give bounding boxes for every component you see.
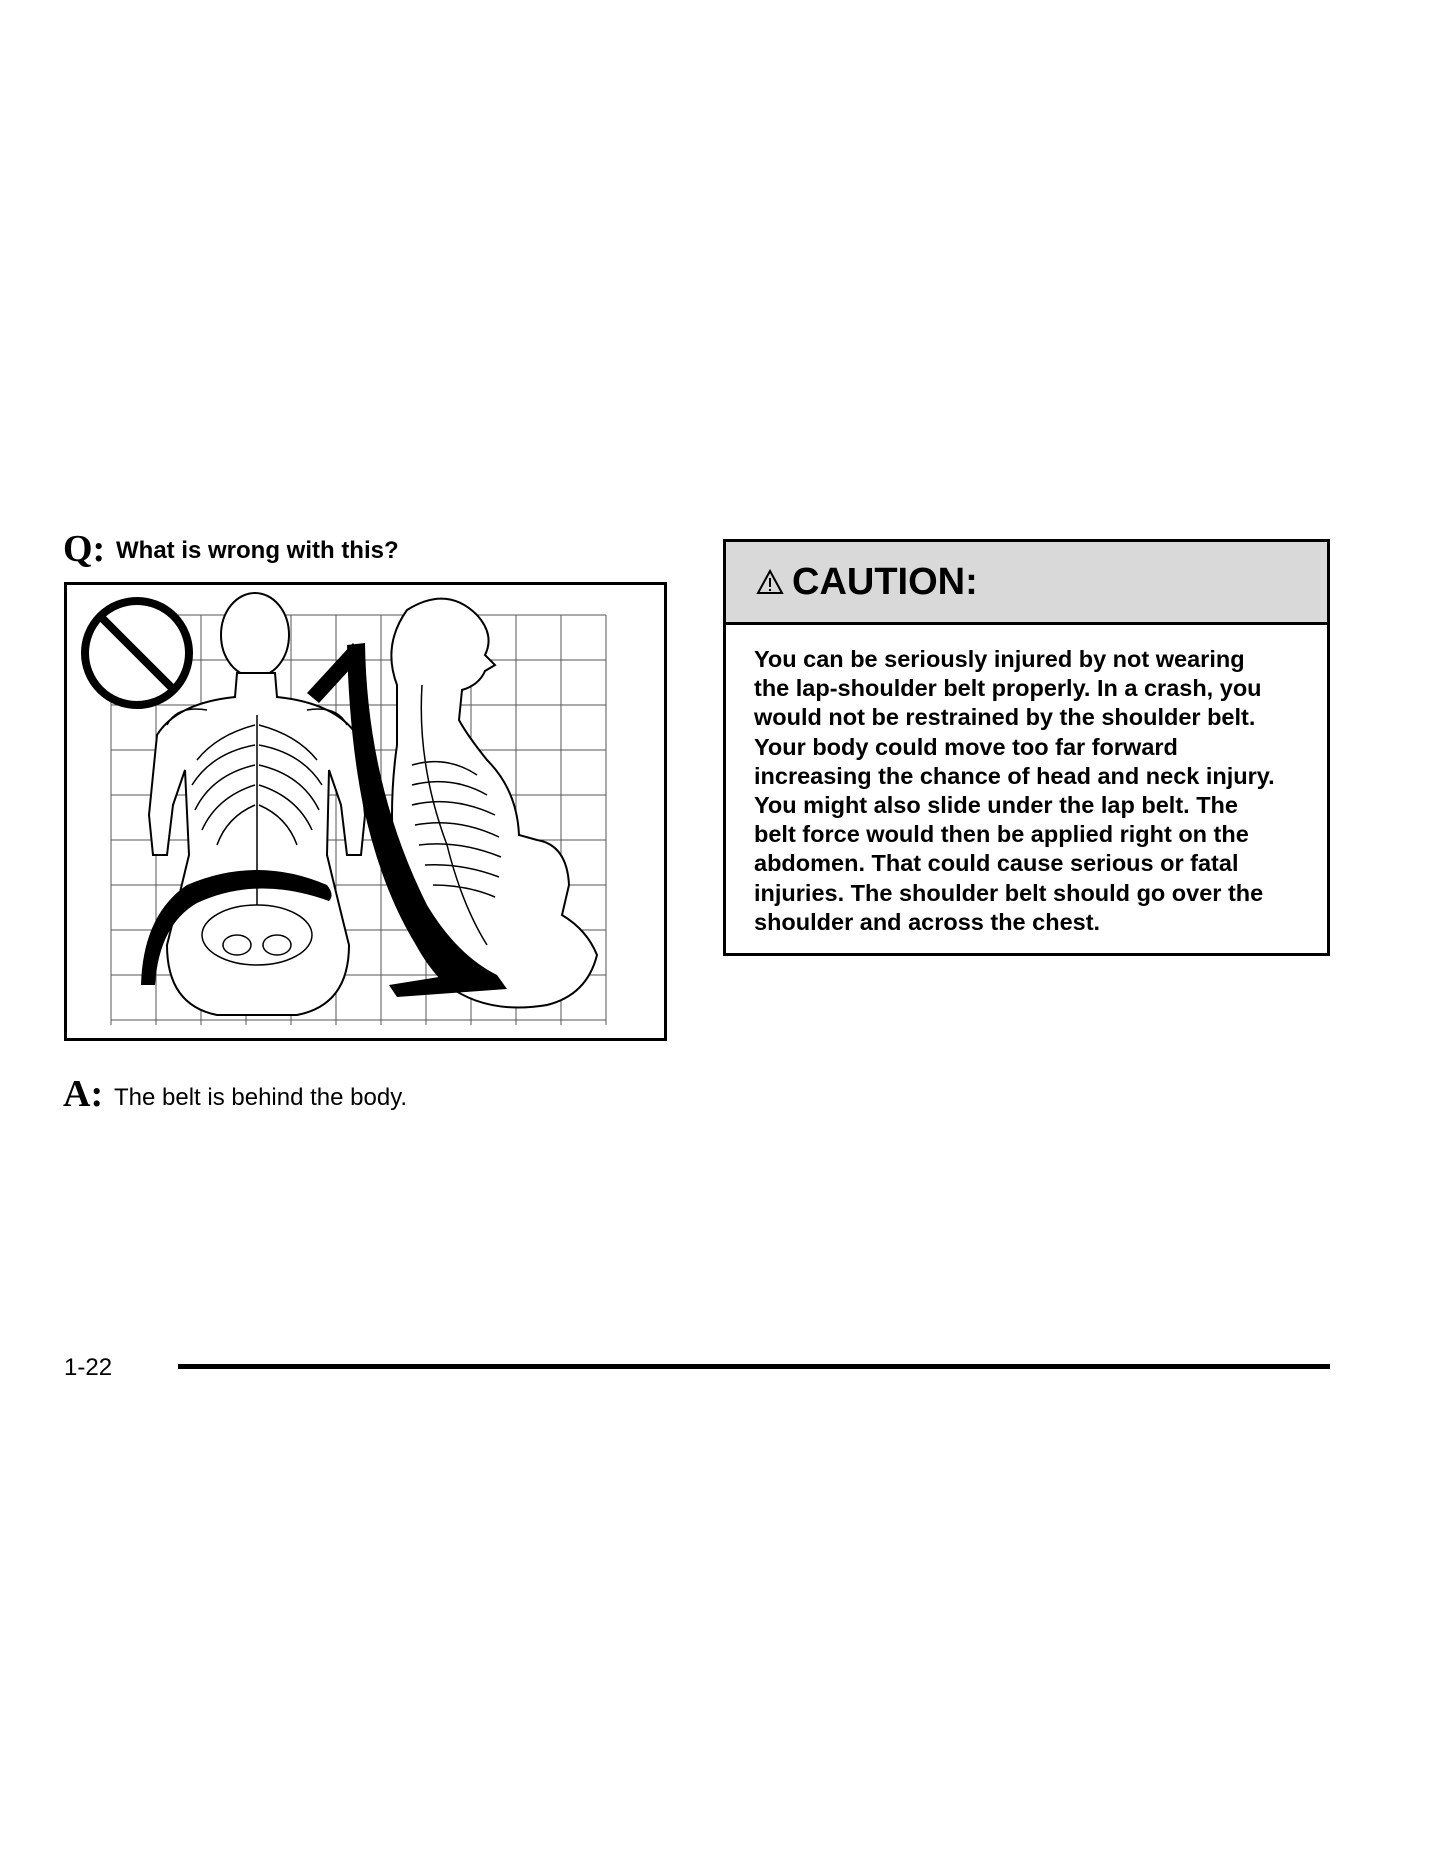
caution-line: You can be seriously injured by not wearing xyxy=(754,646,1245,672)
footer-rule xyxy=(178,1364,1330,1369)
skeleton-illustration xyxy=(67,585,664,1038)
caution-line: Your body could move too far forward xyxy=(754,733,1178,760)
caution-box xyxy=(723,539,1330,956)
caution-line: injuries. The shoulder belt should go over the xyxy=(754,879,1264,906)
caution-line: abdomen. That could cause serious or fatal xyxy=(754,850,1239,877)
caution-line: increasing the chance of head and neck injury. xyxy=(754,762,1275,789)
page-number: 1-22 xyxy=(64,1354,113,1381)
caution-line: belt force would then be applied right on the xyxy=(754,821,1249,848)
caution-title: CAUTION: xyxy=(792,560,978,603)
question-text: What is wrong with this? xyxy=(116,537,399,564)
caution-line: You might also slide under the lap belt. The xyxy=(754,792,1238,819)
caution-body xyxy=(726,625,1327,937)
question-label: Q: xyxy=(63,528,106,570)
answer-label: A: xyxy=(63,1073,104,1115)
seatbelt-misuse-figure xyxy=(64,582,667,1041)
caution-line: would not be restrained by the shoulder belt. xyxy=(754,704,1256,731)
answer-text: The belt is behind the body. xyxy=(114,1084,408,1111)
caution-line: the lap-shoulder belt properly. In a crash, you xyxy=(754,675,1262,702)
caution-line: shoulder and across the chest. xyxy=(754,908,1101,935)
prohibition-icon xyxy=(85,601,189,705)
warning-triangle-icon xyxy=(756,569,784,595)
caution-header xyxy=(726,542,1327,625)
